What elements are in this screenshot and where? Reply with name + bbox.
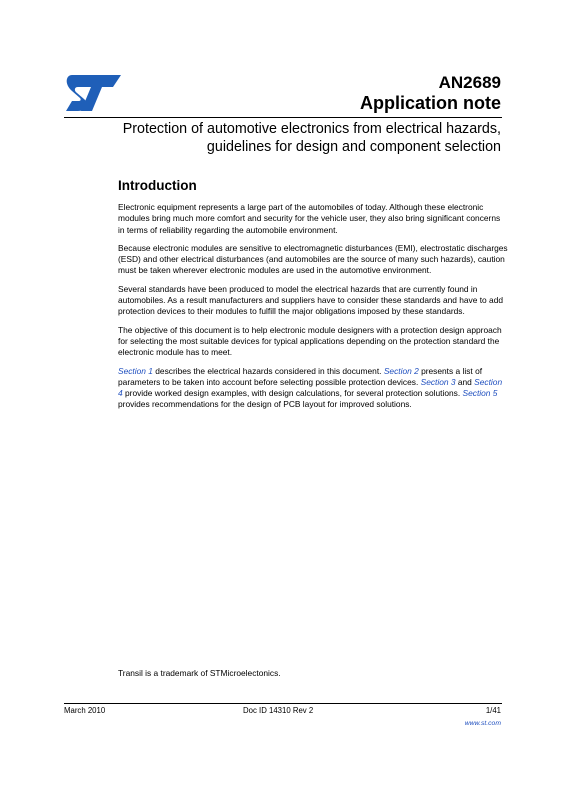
title-line-1: Protection of automotive electronics from electrical hazards, xyxy=(122,121,501,137)
st-logo-icon xyxy=(64,73,123,113)
paragraph-5-text-2: presents a list of parameters to be taken into account before selecting possible protection devices. xyxy=(118,365,483,387)
footer-doc-id: Doc ID 14310 Rev 2 xyxy=(243,706,314,715)
section-5-link[interactable]: Section 5 xyxy=(462,388,498,399)
document-title xyxy=(81,120,501,156)
paragraph-1: Electronic equipment represents a large part of the automobiles of today. Although these electronic modules bring much more comfort and security for the vehicle user, they also bring significant concerns in terms of reliability regarding the automobile environment. xyxy=(118,202,501,235)
document-type: Application note xyxy=(360,93,501,113)
section-3-link[interactable]: Section 3 xyxy=(420,376,456,387)
title-line-2: guidelines for design and component selection xyxy=(206,139,501,155)
footer-website-link[interactable]: www.st.com xyxy=(464,720,501,727)
paragraph-4: The objective of this document is to help electronic module designers with a protection design approach for selecting the most suitable devices for typical applications depending on the protection standard the electronic module has to meet. xyxy=(118,324,502,358)
paragraph-2: Because electronic modules are sensitive to electromagnetic disturbances (EMI), electrostatic discharges (ESD) and other electrical disturbances (and automobiles are the source of many such hazards), caution must be taken wherever electronic modules are used in the automotive environment. xyxy=(118,242,508,276)
paragraph-5-text-3: and xyxy=(455,376,475,387)
paragraph-5-text-1: describes the electrical hazards considered in this document. xyxy=(152,365,384,376)
trademark-note: Transil is a trademark of STMicroelectonics. xyxy=(118,668,281,678)
paragraph-3: Several standards have been produced to model the electrical hazards that are currently found in automobiles. As a result manufacturers and suppliers have to consider these standards and have to add protection devices to their modules to fulfill the major obligations imposed by these standards. xyxy=(118,283,504,317)
paragraph-5-text-4: provide worked design examples, with design calculations, for several protection solutions. xyxy=(122,388,463,399)
section-4-link[interactable]: Section 4 xyxy=(118,376,503,399)
footer-date: March 2010 xyxy=(64,706,106,715)
section-1-link[interactable]: Section 1 xyxy=(118,365,153,376)
footer-divider xyxy=(64,703,502,704)
introduction-section xyxy=(118,178,508,418)
document-code: AN2689 xyxy=(438,73,501,92)
section-heading: Introduction xyxy=(118,178,197,193)
paragraph-5 xyxy=(118,366,508,411)
footer-page-number: 1/41 xyxy=(485,706,501,715)
section-2-link[interactable]: Section 2 xyxy=(383,365,419,376)
header-divider xyxy=(64,117,502,118)
paragraph-5-text-5: provides recommendations for the design of PCB layout for improved solutions. xyxy=(118,399,412,410)
